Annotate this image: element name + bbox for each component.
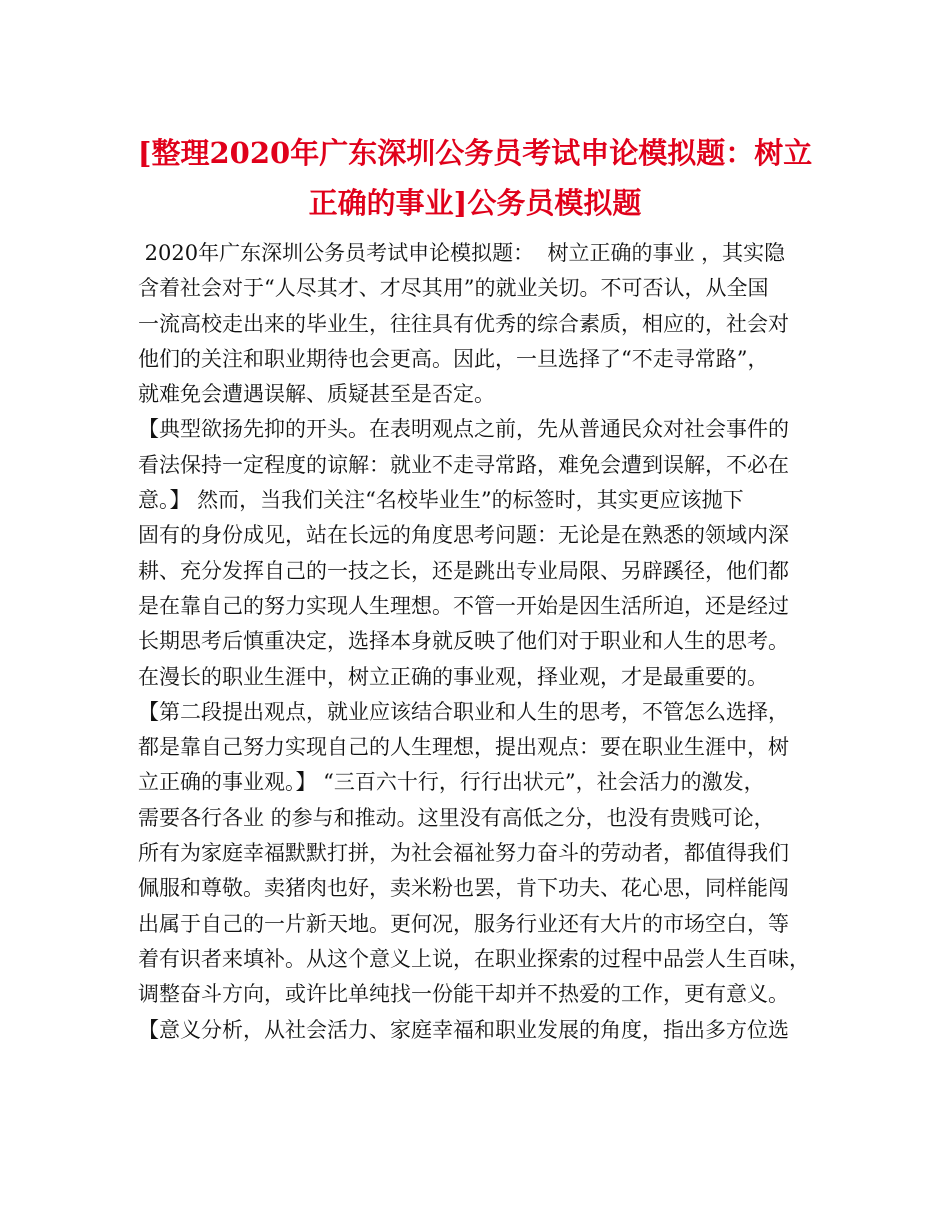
- body-line: 出属于自己的一片新天地。更何况，服务行业还有大片的市场空白，等: [138, 911, 789, 936]
- title-line: [整理2020年广东深圳公务员考试申论模拟题：树立: [137, 136, 813, 170]
- body-line: 调整奋斗方向，或许比单纯找一份能干却并不热爱的工作，更有意义。: [138, 982, 789, 1007]
- body-line: 【意义分析，从社会活力、家庭幸福和职业发展的角度，指出多方位选: [138, 1017, 789, 1042]
- body-line: 【典型欲扬先抑的开头。在表明观点之前，先从普通民众对社会事件的: [138, 417, 789, 442]
- body-line: 立正确的事业观。】 “三百六十行，行行出状元”，社会活力的激发，: [138, 770, 765, 795]
- body-line: 需要各行各业 的参与和推动。这里没有高低之分，也没有贵贱可论，: [138, 805, 775, 830]
- body-line: 佩服和尊敬。卖猪肉也好，卖米粉也罢，肯下功夫、花心思，同样能闯: [138, 876, 789, 901]
- body-line: 着有识者来填补。从这个意义上说，在职业探索的过程中品尝人生百味，: [138, 946, 810, 971]
- body-line: 是在靠自己的努力实现人生理想。不管一开始是因生活所迫，还是经过: [138, 593, 789, 618]
- body-line: 耕、充分发挥自己的一技之长，还是跳出专业局限、另辟蹊径，他们都: [138, 558, 789, 583]
- body-line: 都是靠自己努力实现自己的人生理想，提出观点：要在职业生涯中，树: [138, 735, 789, 760]
- body-line: 意。】 然而，当我们关注“名校毕业生”的标签时，其实更应该抛下: [138, 488, 744, 513]
- document-title: [120, 128, 830, 228]
- body-line: 一流高校走出来的毕业生，往往具有优秀的综合素质，相应的，社会对: [138, 311, 789, 336]
- body-line: 看法保持一定程度的谅解：就业不走寻常路，难免会遭到误解，不必在: [138, 452, 789, 477]
- document-body: [138, 236, 828, 1048]
- body-line: 就难免会遭遇误解、质疑甚至是否定。: [138, 382, 495, 407]
- body-line: 在漫长的职业生涯中，树立正确的事业观，择业观，才是最重要的。: [138, 664, 768, 689]
- body-line: 固有的身份成见，站在长远的角度思考问题：无论是在熟悉的领域内深: [138, 523, 789, 548]
- title-line: 正确的事业]公务员模拟题: [308, 186, 642, 220]
- body-line: 长期思考后慎重决定，选择本身就反映了他们对于职业和人生的思考。: [138, 629, 789, 654]
- body-line: 【第二段提出观点，就业应该结合职业和人生的思考，不管怎么选择，: [138, 699, 789, 724]
- body-line: 他们的关注和职业期待也会更高。因此，一旦选择了“不走寻常路”，: [138, 346, 769, 371]
- body-line: 含着社会对于“人尽其才、才尽其用”的就业关切。不可否认，从全国: [138, 276, 769, 301]
- body-line: 所有为家庭幸福默默打拼，为社会福祉努力奋斗的劳动者，都值得我们: [138, 841, 789, 866]
- body-line: 2020年广东深圳公务员考试申论模拟题： 树立正确的事业 ，其实隐: [138, 241, 786, 265]
